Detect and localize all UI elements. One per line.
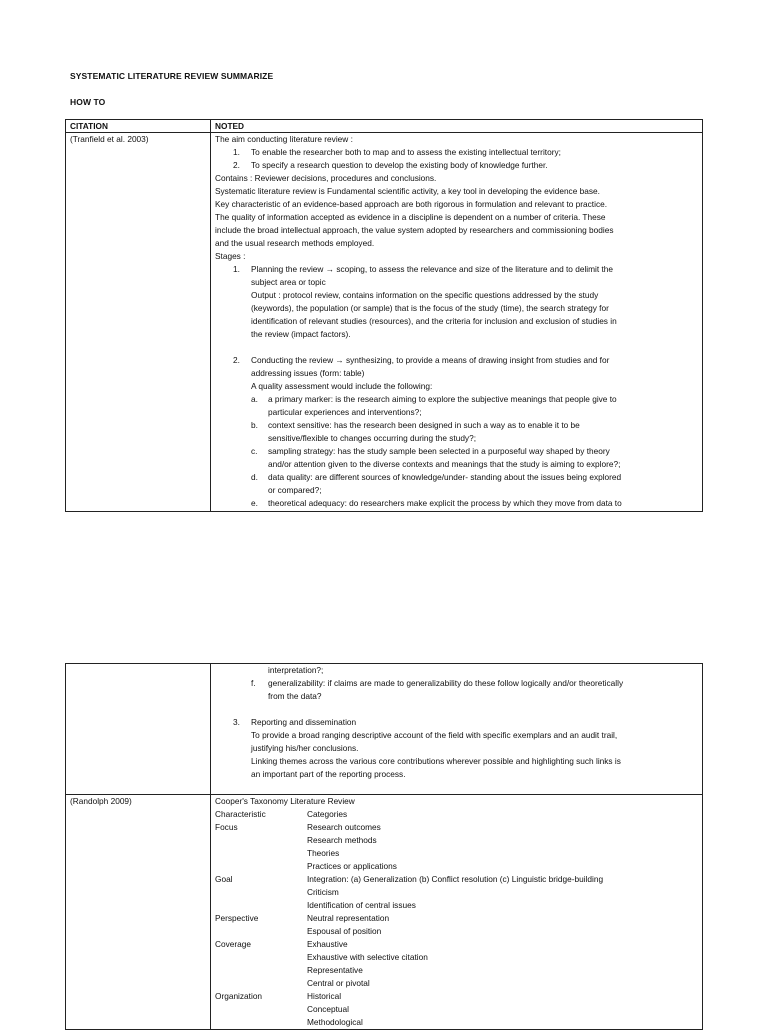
table-row [66,795,703,1030]
stage-line: A quality assessment would include the following: [251,381,433,391]
stage-line: an important part of the reporting process. [251,769,406,779]
stage-line: addressing issues (form: table) [251,368,365,378]
citation-cell-empty [66,664,211,795]
taxonomy-value: Research outcomes [307,822,381,832]
stage-line: Output : protocol review, contains information on the specific questions addressed by the study [251,290,599,300]
quality-line: particular experiences and interventions?; [268,407,422,417]
citation-text: (Tranfield et al. 2003) [70,134,149,144]
quality-item: e. theoretical adequacy: do researchers make explicit the process by which they move from data to [251,498,622,508]
aim-item: 1. To enable the researcher both to map and to assess the existing intellectual territory; [233,147,561,157]
taxonomy-value: Identification of central issues [307,900,416,910]
quality-item: a. a primary marker: is the research aiming to explore the subjective meanings that people give to [251,394,617,404]
taxonomy-value: Methodological [307,1017,363,1027]
taxonomy-row [215,847,698,860]
quality-line: interpretation?; [268,665,324,675]
taxonomy-row [215,860,698,873]
taxonomy-value: Criticism [307,887,339,897]
taxonomy-key: Goal [215,874,233,884]
taxonomy-header-row [215,808,698,821]
taxonomy-value: Exhaustive [307,939,348,949]
paragraph-line: and the usual research methods employed. [215,238,375,248]
paragraph-line: include the broad intellectual approach, the value system adopted by researchers and commissioning bodies [215,225,614,235]
taxonomy-value: Historical [307,991,342,1001]
stage-line: (keywords), the population (or sample) that is the focus of the study (time), the search strategy for [251,303,609,313]
taxonomy-key: Characteristic [215,809,266,819]
taxonomy-heading: Cooper's Taxonomy Literature Review [215,796,355,806]
quality-item: f. generalizability: if claims are made to generalizability do these follow logically and/or theoretically [251,678,624,688]
taxonomy-row [215,821,698,834]
document-title: SYSTEMATIC LITERATURE REVIEW SUMMARIZE [70,71,274,81]
summary-table [65,119,703,512]
noted-cell [211,133,703,512]
taxonomy-value: Theories [307,848,340,858]
taxonomy-row [215,990,698,1003]
taxonomy-row [215,886,698,899]
quality-line: or compared?; [268,485,322,495]
taxonomy-row [215,977,698,990]
taxonomy-row [215,834,698,847]
taxonomy-value: Neutral representation [307,913,390,923]
quality-line: and/or attention given to the diverse contexts and meanings that the study is aiming to explore?; [268,459,621,469]
aim-item: 2. To specify a research question to develop the existing body of knowledge further. [233,160,548,170]
taxonomy-row [215,873,698,886]
citation-column-header: CITATION [66,120,211,133]
noted-column-header: NOTED [211,120,703,133]
taxonomy-row [215,951,698,964]
stages-label: Stages : [215,251,246,261]
stage-line: subject area or topic [251,277,326,287]
taxonomy-row [215,925,698,938]
paragraph-line: Key characteristic of an evidence-based approach are both rigorous in formulation and relevant to practice. [215,199,608,209]
summary-table-continued [65,663,703,1030]
table-header-row [66,120,703,133]
taxonomy-row [215,1003,698,1016]
stage-item: 2. Conducting the review → synthesizing, to provide a means of drawing insight from studies and for [233,355,610,365]
taxonomy-value: Categories [307,809,348,819]
stage-line: identification of relevant studies (resources), and the criteria for inclusion and exclusion of studies in [251,316,617,326]
stage-item: 3. Reporting and dissemination [233,717,357,727]
taxonomy-value: Exhaustive with selective citation [307,952,428,962]
citation-cell [66,795,211,1030]
table-row [66,664,703,795]
taxonomy-row [215,964,698,977]
quality-item: c. sampling strategy: has the study sample been selected in a purposeful way shaped by theory [251,446,610,456]
citation-cell [66,133,211,512]
taxonomy-value: Conceptual [307,1004,349,1014]
stage-line: Linking themes across the various core contributions wherever possible and highlighting such links is [251,756,621,766]
taxonomy-row [215,912,698,925]
stage-line: the review (impact factors). [251,329,351,339]
taxonomy-row [215,1016,698,1029]
stage-item: 1. Planning the review → scoping, to assess the relevance and size of the literature and to delimit the [233,264,614,274]
document-subtitle: HOW TO [70,97,106,107]
noted-cell [211,664,703,795]
table-row [66,133,703,512]
taxonomy-value: Practices or applications [307,861,397,871]
quality-item: b. context sensitive: has the research been designed in such a way as to enable it to be [251,420,580,430]
taxonomy-row [215,899,698,912]
taxonomy-key: Focus [215,822,238,832]
taxonomy-key: Organization [215,991,263,1001]
taxonomy-value: Central or pivotal [307,978,370,988]
noted-cell [211,795,703,1030]
taxonomy-row [215,938,698,951]
stage-line: To provide a broad ranging descriptive account of the field with specific exemplars and an audit trail, [251,730,618,740]
quality-line: sensitive/flexible to changes occurring during the study?; [268,433,477,443]
quality-line: from the data? [268,691,322,701]
contains-text: Contains : Reviewer decisions, procedures and conclusions. [215,173,437,183]
paragraph-line: The quality of information accepted as evidence in a discipline is dependent on a number of criteria. These [215,212,606,222]
aim-text: The aim conducting literature review : [215,134,353,144]
taxonomy-value: Espousal of position [307,926,382,936]
taxonomy-value: Integration: (a) Generalization (b) Conflict resolution (c) Linguistic bridge-building [307,874,604,884]
taxonomy-value: Representative [307,965,363,975]
citation-text: (Randolph 2009) [70,796,132,806]
paragraph-line: Systematic literature review is Fundamental scientific activity, a key tool in developing the evidence base. [215,186,600,196]
stage-line: justifying his/her conclusions. [251,743,359,753]
taxonomy-value: Research methods [307,835,377,845]
quality-item: d. data quality: are different sources of knowledge/under- standing about the issues being explored [251,472,622,482]
taxonomy-key: Coverage [215,939,251,949]
taxonomy-key: Perspective [215,913,259,923]
